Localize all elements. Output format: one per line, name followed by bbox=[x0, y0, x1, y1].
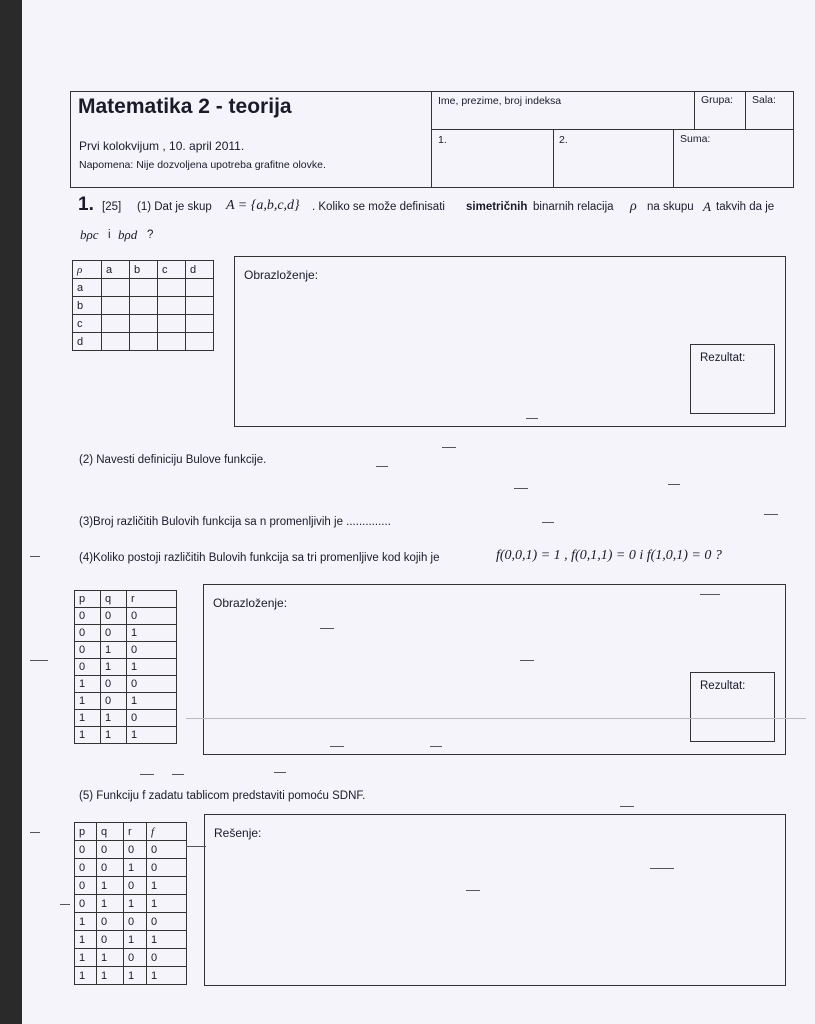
truth-cell: 1 bbox=[75, 676, 101, 693]
relation-cell[interactable] bbox=[102, 315, 130, 333]
function-cell: 0 bbox=[124, 913, 147, 931]
solution-box[interactable] bbox=[204, 814, 786, 986]
function-cell: 0 bbox=[147, 859, 187, 877]
set-a-symbol: A bbox=[703, 199, 711, 214]
relation-cell[interactable] bbox=[186, 333, 214, 351]
function-cell: 1 bbox=[75, 931, 97, 949]
truth-cell: 1 bbox=[127, 625, 177, 642]
relation-cell[interactable] bbox=[102, 297, 130, 315]
function-cell: 1 bbox=[147, 877, 187, 895]
scan-artifact bbox=[514, 488, 528, 489]
function-cell: 0 bbox=[75, 877, 97, 895]
scan-artifact bbox=[650, 868, 674, 869]
scan-artifact bbox=[466, 890, 480, 891]
q1-part4: (4)Koliko postoji različitih Bulovih funkcija sa tri promenljive kod kojih je bbox=[79, 552, 440, 564]
header-divider-v5 bbox=[673, 129, 674, 188]
relation-cell[interactable] bbox=[130, 279, 158, 297]
scan-artifact bbox=[186, 846, 206, 847]
q1-part1-c: binarnih relacija bbox=[533, 201, 614, 213]
relation-header-cell: c bbox=[158, 261, 186, 279]
q1-part1-a: (1) Dat je skup bbox=[137, 201, 212, 213]
question-points: [25] bbox=[102, 201, 122, 213]
header-divider-v3 bbox=[745, 91, 746, 130]
truth-cell: 1 bbox=[75, 710, 101, 727]
truth-cell: 1 bbox=[101, 642, 127, 659]
condition-2: bρd bbox=[118, 227, 138, 242]
function-cell: 0 bbox=[75, 895, 97, 913]
truth-cell: 0 bbox=[75, 625, 101, 642]
scan-artifact bbox=[172, 774, 184, 775]
scan-artifact bbox=[764, 514, 778, 515]
exam-note: Napomena: Nije dozvoljena upotreba grafitne olovke. bbox=[79, 159, 326, 171]
scan-artifact bbox=[526, 418, 538, 419]
truth-cell: 0 bbox=[127, 642, 177, 659]
truth-cell: 1 bbox=[127, 693, 177, 710]
function-cell: 1 bbox=[75, 913, 97, 931]
relation-cell[interactable] bbox=[130, 333, 158, 351]
truth-cell: 1 bbox=[127, 727, 177, 744]
function-cell: 1 bbox=[75, 967, 97, 985]
q1-part5: (5) Funkciju f zadatu tablicom predstaviti pomoću SDNF. bbox=[79, 790, 366, 802]
exam-subtitle: Prvi kolokvijum , 10. april 2011. bbox=[79, 139, 245, 153]
relation-header-cell: b bbox=[130, 261, 158, 279]
truth-cell: 0 bbox=[127, 608, 177, 625]
room-field-label: Sala: bbox=[752, 94, 776, 106]
q1-part4-expression: f(0,0,1) = 1 , f(0,1,1) = 0 i f(1,0,1) = 0 ? bbox=[496, 548, 722, 563]
result-label-1: Rezultat: bbox=[700, 352, 746, 364]
function-cell: 0 bbox=[147, 949, 187, 967]
scan-edge bbox=[0, 0, 22, 1024]
scan-artifact bbox=[620, 806, 634, 807]
q1-part1-bold: simetričnih bbox=[466, 201, 528, 213]
function-table bbox=[74, 822, 187, 985]
function-cell: 1 bbox=[75, 949, 97, 967]
truth-cell: 1 bbox=[101, 710, 127, 727]
scan-artifact bbox=[376, 466, 388, 467]
function-cell: 0 bbox=[97, 859, 124, 877]
score1-label: 1. bbox=[438, 134, 447, 146]
result-label-2: Rezultat: bbox=[700, 680, 746, 692]
truth-header-cell: r bbox=[127, 591, 177, 608]
explanation-label-1: Obrazloženje: bbox=[244, 268, 319, 282]
relation-cell[interactable] bbox=[158, 279, 186, 297]
function-cell: 0 bbox=[97, 931, 124, 949]
relation-cell[interactable] bbox=[158, 315, 186, 333]
function-header-cell: q bbox=[97, 823, 124, 841]
relation-row-label: b bbox=[73, 297, 102, 315]
relation-cell[interactable] bbox=[130, 315, 158, 333]
truth-cell: 1 bbox=[101, 727, 127, 744]
truth-cell: 0 bbox=[101, 625, 127, 642]
header-divider-v4 bbox=[553, 129, 554, 188]
function-cell: 0 bbox=[97, 841, 124, 859]
function-cell: 1 bbox=[147, 931, 187, 949]
scan-artifact bbox=[30, 832, 40, 833]
header-divider-v bbox=[431, 91, 432, 188]
truth-cell: 1 bbox=[127, 659, 177, 676]
truth-cell: 0 bbox=[75, 608, 101, 625]
function-cell: 1 bbox=[97, 949, 124, 967]
function-cell: 1 bbox=[97, 967, 124, 985]
truth-cell: 0 bbox=[101, 608, 127, 625]
q1-part1-d: na skupu bbox=[647, 201, 694, 213]
function-cell: 1 bbox=[124, 859, 147, 877]
function-cell: 1 bbox=[97, 877, 124, 895]
function-cell: 0 bbox=[147, 841, 187, 859]
score2-label: 2. bbox=[559, 134, 568, 146]
function-cell: 0 bbox=[75, 859, 97, 877]
relation-cell[interactable] bbox=[130, 297, 158, 315]
sum-label: Suma: bbox=[680, 133, 711, 145]
condition-question-mark: ? bbox=[147, 229, 154, 241]
q1-part1-e: takvih da je bbox=[716, 201, 775, 213]
function-cell: 1 bbox=[124, 931, 147, 949]
relation-cell[interactable] bbox=[186, 297, 214, 315]
function-cell: 0 bbox=[124, 877, 147, 895]
header-divider-h bbox=[431, 129, 794, 130]
truth-cell: 0 bbox=[101, 693, 127, 710]
function-cell: 1 bbox=[124, 895, 147, 913]
relation-header-cell: a bbox=[102, 261, 130, 279]
scan-artifact bbox=[700, 594, 720, 595]
relation-row-label: d bbox=[73, 333, 102, 351]
scan-artifact bbox=[60, 904, 70, 905]
header-divider-v2 bbox=[694, 91, 695, 130]
scan-artifact bbox=[330, 746, 344, 747]
relation-cell[interactable] bbox=[102, 279, 130, 297]
relation-cell[interactable] bbox=[102, 333, 130, 351]
truth-cell: 0 bbox=[127, 676, 177, 693]
scan-artifact bbox=[442, 447, 456, 448]
truth-cell: 1 bbox=[75, 693, 101, 710]
truth-cell: 0 bbox=[101, 676, 127, 693]
function-cell: 1 bbox=[124, 967, 147, 985]
function-cell: 0 bbox=[147, 913, 187, 931]
function-cell: 0 bbox=[124, 949, 147, 967]
scan-artifact bbox=[186, 718, 806, 719]
truth-cell: 1 bbox=[101, 659, 127, 676]
condition-1: bρc bbox=[80, 227, 99, 242]
scan-artifact bbox=[520, 660, 534, 661]
scan-artifact bbox=[430, 746, 442, 747]
truth-cell: 0 bbox=[75, 659, 101, 676]
relation-table bbox=[72, 260, 214, 351]
name-field-label: Ime, prezime, broj indeksa bbox=[438, 95, 562, 107]
scan-artifact bbox=[274, 772, 286, 773]
function-cell: 1 bbox=[147, 895, 187, 913]
q1-part1-b: . Koliko se može definisati bbox=[312, 201, 445, 213]
scan-artifact bbox=[30, 660, 48, 661]
group-field-label: Grupa: bbox=[701, 94, 734, 106]
relation-cell[interactable] bbox=[158, 333, 186, 351]
scan-artifact bbox=[140, 774, 154, 775]
explanation-label-2: Obrazloženje: bbox=[213, 596, 288, 610]
function-cell: 1 bbox=[147, 967, 187, 985]
set-expression: A = {a,b,c,d} bbox=[226, 198, 300, 213]
question-number: 1. bbox=[78, 194, 94, 215]
relation-cell[interactable] bbox=[186, 315, 214, 333]
condition-and: i bbox=[108, 229, 111, 241]
function-cell: 1 bbox=[97, 895, 124, 913]
truth-cell: 0 bbox=[127, 710, 177, 727]
scan-artifact bbox=[30, 556, 40, 557]
relation-header-cell: d bbox=[186, 261, 214, 279]
rho-symbol: ρ bbox=[630, 199, 637, 214]
relation-header-cell: ρ bbox=[73, 261, 102, 279]
relation-row-label: c bbox=[73, 315, 102, 333]
truth-table bbox=[74, 590, 177, 744]
relation-cell[interactable] bbox=[158, 297, 186, 315]
function-cell: 0 bbox=[124, 841, 147, 859]
function-header-cell: r bbox=[124, 823, 147, 841]
scan-artifact bbox=[542, 522, 554, 523]
solution-label: Rešenje: bbox=[214, 826, 262, 840]
scan-artifact bbox=[668, 484, 680, 485]
truth-header-cell: q bbox=[101, 591, 127, 608]
q1-part3: (3)Broj različitih Bulovih funkcija sa n promenljivih je .............. bbox=[79, 516, 391, 528]
page-title: Matematika 2 - teorija bbox=[78, 95, 292, 118]
function-header-cell: p bbox=[75, 823, 97, 841]
scan-artifact bbox=[320, 628, 334, 629]
relation-row-label: a bbox=[73, 279, 102, 297]
truth-cell: 1 bbox=[75, 727, 101, 744]
truth-cell: 0 bbox=[75, 642, 101, 659]
function-cell: 0 bbox=[97, 913, 124, 931]
function-cell: 0 bbox=[75, 841, 97, 859]
function-header-cell: f bbox=[147, 823, 187, 841]
q1-part2: (2) Navesti definiciju Bulove funkcije. bbox=[79, 454, 267, 466]
relation-cell[interactable] bbox=[186, 279, 214, 297]
truth-header-cell: p bbox=[75, 591, 101, 608]
